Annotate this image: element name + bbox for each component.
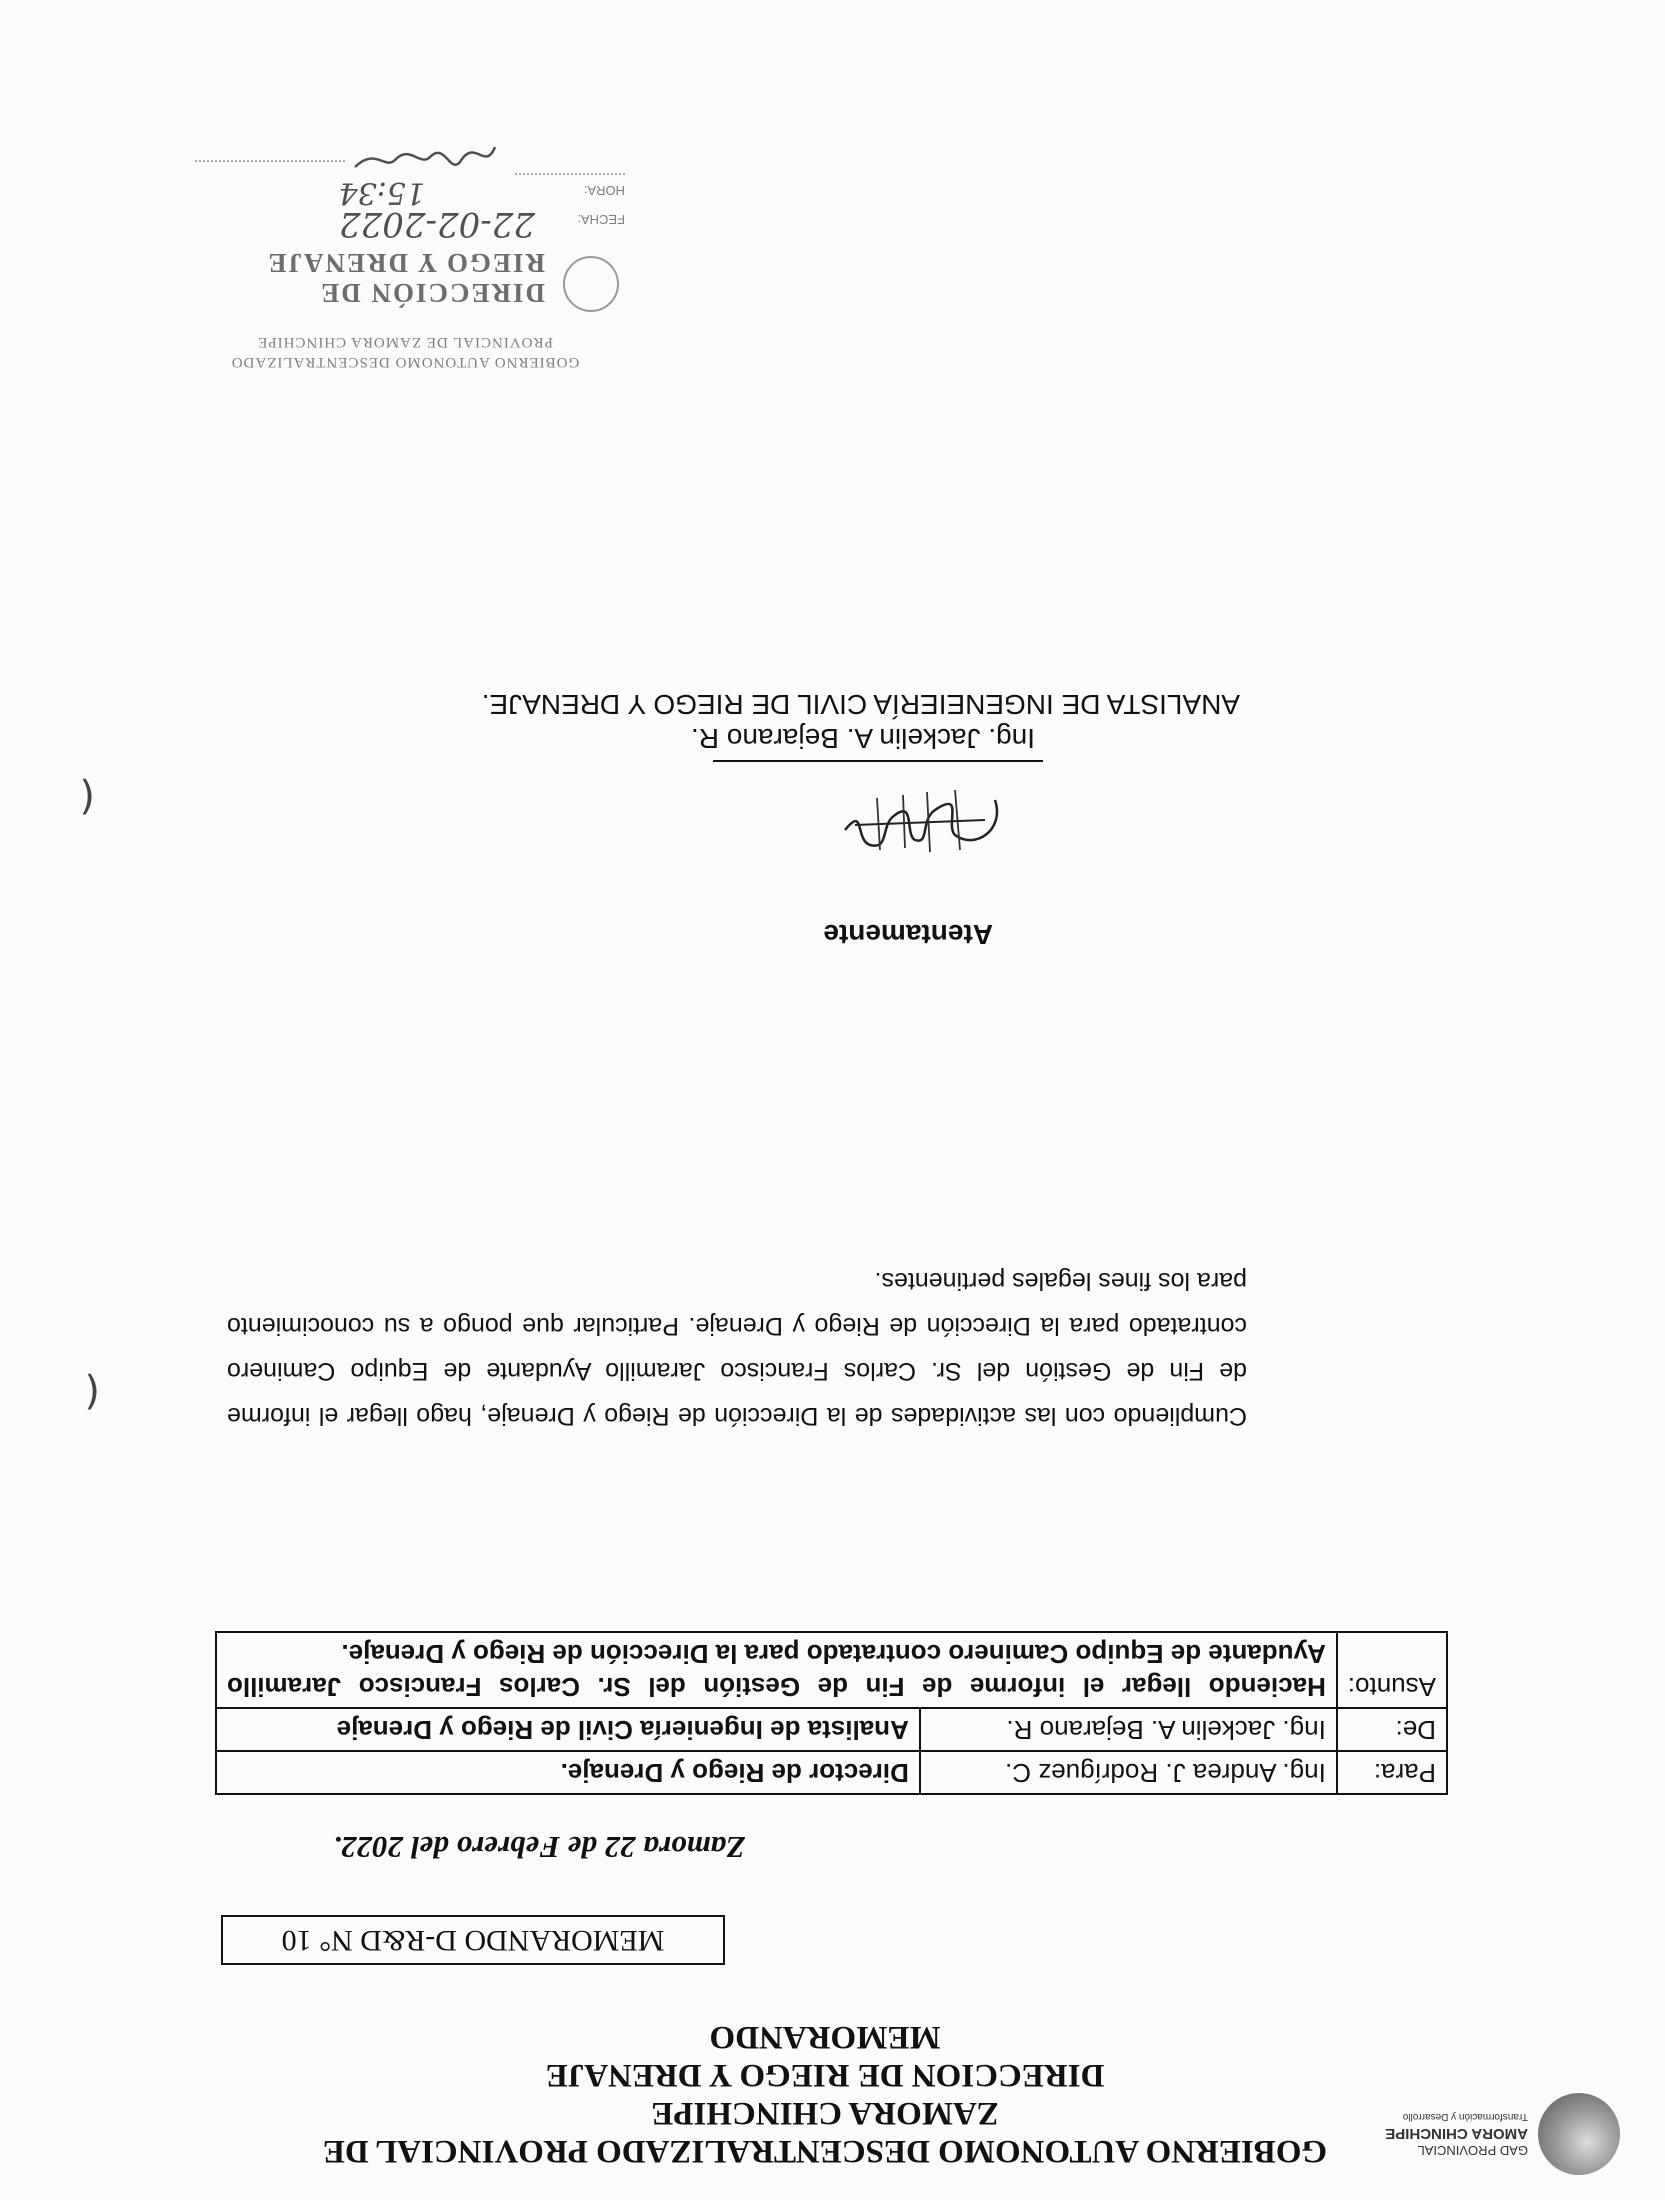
asunto-text: Haciendo llegar el informe de Fin de Gestión del Sr. Carlos Francisco Jaramillo Ayudante de Equipo Caminero contratado para la Dirección de Riego y Drenaje.	[216, 1632, 1337, 1708]
header-province: ZAMORA CHINCHIPE	[651, 2095, 999, 2131]
signatory-name: Ing. Jackelin A. Bejarano R.	[691, 723, 1035, 754]
binder-mark: (	[79, 774, 95, 820]
closing: Atentamente	[823, 919, 993, 950]
stamp-time: 15:34	[338, 175, 425, 210]
para-role: Director de Riego y Drenaje.	[216, 1751, 920, 1794]
signatory-title: ANALISTA DE INGENEIERÍA CIVIL DE RIEGO Y DRENAJE.	[481, 689, 1240, 720]
de-role: Analista de Ingeniería Civil de Riego y Drenaje	[216, 1708, 920, 1751]
stamp-dotted-line	[195, 160, 345, 162]
logo-line-3: Transformación y Desarrollo	[1402, 2111, 1528, 2122]
memo-header-table	[215, 1631, 1448, 1795]
header-institution: GOBIERNO AUTONOMO DESCENTRALIZADO PROVINCIAL DE	[322, 2133, 1328, 2169]
para-label: Para:	[1337, 1751, 1447, 1794]
binder-mark: (	[84, 1369, 100, 1415]
stamp-dept-line-1: DIRECCIÓN DE	[319, 278, 545, 308]
stamp-province: PROVINCIAL DE ZAMORA CHINCHIPE	[257, 334, 553, 350]
asunto-label: Asunto:	[1337, 1632, 1447, 1708]
row-asunto	[216, 1632, 1447, 1708]
stamp-date: 22-02-2022	[338, 204, 535, 244]
stamp-hora-label: HORA:	[583, 183, 625, 198]
reception-stamp	[185, 140, 625, 370]
header-doc-type: MEMORANDO	[709, 2019, 941, 2055]
header-department: DIRECCION DE RIEGO Y DRENAJE	[545, 2057, 1105, 2093]
stamp-institution: GOBIERNO AUTONOMO DESCENTRALIZADO	[230, 354, 580, 370]
de-label: De:	[1337, 1708, 1447, 1751]
stamp-initials-signature	[345, 132, 505, 182]
gad-logo	[1385, 2055, 1620, 2175]
logo-text	[1385, 2108, 1528, 2159]
logo-line-2: AMORA CHINCHIPE	[1385, 2125, 1528, 2142]
stamp-emblem-icon	[563, 256, 619, 312]
memo-number: MEMORANDO D-R&D N° 10	[221, 1915, 725, 1965]
para-name: Ing. Andrea J. Rodríguez C.	[920, 1751, 1337, 1794]
row-para	[216, 1751, 1447, 1794]
document-header	[265, 2018, 1385, 2170]
stamp-dept-line-2: RIEGO Y DRENAJE	[266, 248, 545, 278]
de-name: Ing. Jackelin A. Bejarano R.	[920, 1708, 1337, 1751]
stamp-dotted-line	[515, 173, 625, 175]
memo-body: Cumpliendo con las actividades de la Dirección de Riego y Drenaje, hago llegar el informe de Fin de Gestión del Sr. Carlos Francisco Jaramillo Ayudante de Equipo Caminero contratado para la Dirección de Riego y Drenaje. Particular que pongo a su conocimiento para los fines legales pertinentes.	[227, 1267, 1247, 1430]
signature-line	[713, 760, 1043, 762]
logo-line-1: GAD PROVINCIAL	[1417, 2143, 1528, 2158]
row-de	[216, 1708, 1447, 1751]
memo-date: Zamora 22 de Febrero del 2022.	[333, 1830, 745, 1865]
stamp-fecha-label: FECHA:	[577, 212, 625, 227]
gad-emblem-icon	[1538, 2093, 1620, 2175]
handwritten-signature	[835, 770, 1015, 870]
